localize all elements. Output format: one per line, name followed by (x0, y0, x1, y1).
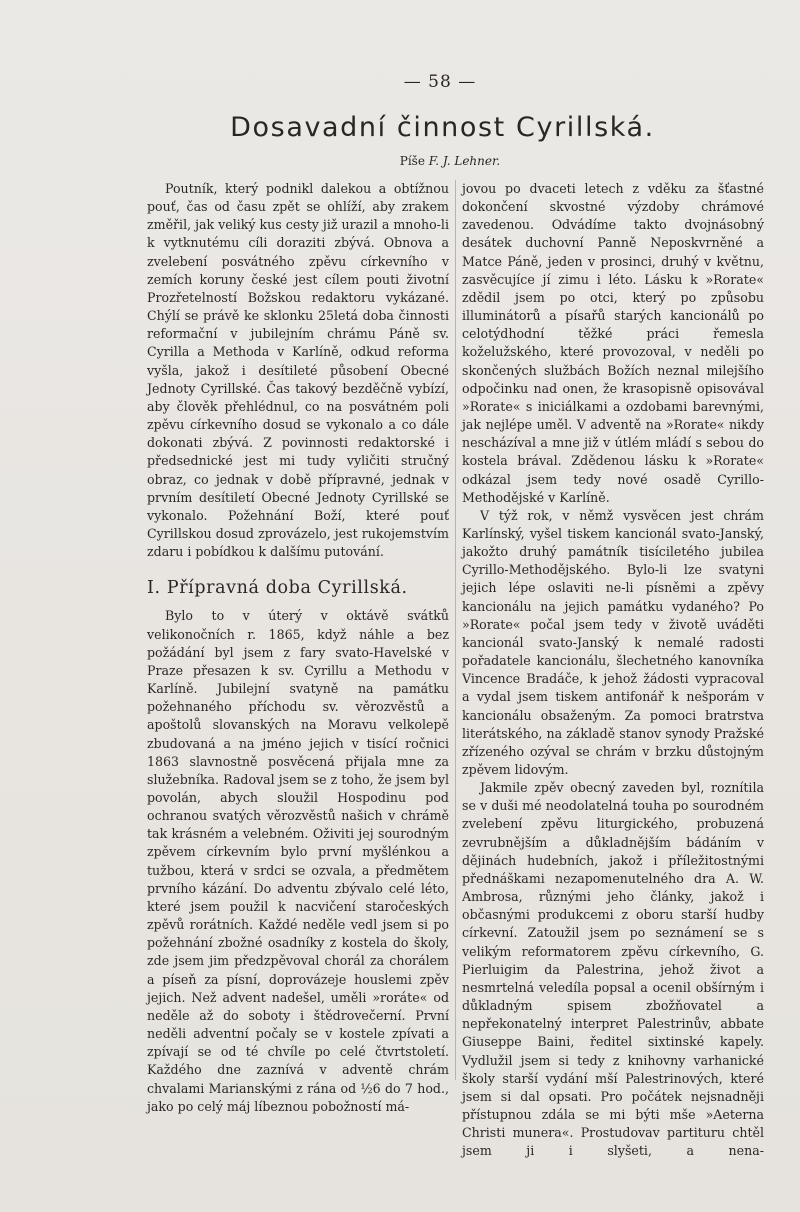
kancional-paragraph: V týž rok, v němž vysvěcen jest chrám Karlínský, vyšel tiskem kancionál svato-Janský, jakožto druhý památník tisíciletého jubilea Cyrillo-Methodějského. Bylo-li lze svatyni jejich lépe oslaviti ne-li písněmi a zpěvy kancionálu na jejich památku vydaného? Po »Rorate« počal jsem tedy v životě uváděti kancionál svato-Janský k nemalé radosti pořadatele kancionálu, šlechetného kanovníka Vincence Bradáče, k jehož žádosti vypracoval a vydal jsem tiskem antifonář k nešporám v kancionálu obsaženým. Za pomoci bratrstva literátského, na základě stanov synody Pražské zřízeného ozýval se chrám v brzku důstojným zpěvem lidovým. (462, 507, 764, 777)
page-number: — 58 — (403, 72, 477, 92)
section-heading: I. Přípravná doba Cyrillská. (147, 578, 408, 599)
continued-paragraph: jovou po dvaceti letech z vděku za šťastné dokončení skvostné výzdoby chrámové zavedenou. Odvádíme takto dvojnásobný desátek duchovní Panně Neposkvrněné a Matce Páně, jeden v prosinci, druhý v květnu, zasvěcujíce jí zimu i léto. Lásku k »Rorate« zdědil jsem po otci, který po způsobu illuminátorů a písařů starých kancionálů po celotýdhodní těžké práci řemesla koželužského, které provozoval, v neděli po skončených službách Božích neznal milejšího odpočinku nad onen, že krasopisně opisovával »Rorate« s iniciálkami a ozdobami barevnými, jak nejlépe uměl. V adventě na »Rorate« nikdy nescházíval a mne již v útlém mládí s sebou do kostela brával. Zdědenou lásku k »Rorate« odkázal jsem tedy nové osadě Cyrillo-Methodějské v Karlíně. (462, 181, 764, 505)
column-divider (455, 180, 456, 1080)
author-name: F. J. Lehner. (428, 154, 501, 168)
left-column (147, 180, 449, 1116)
intro-paragraph: Poutník, který podnikl dalekou a obtížnou pouť, čas od času zpět se ohlíží, aby zrakem změřil, jak veliký kus cesty již urazil a mnoho-li k vytknutému cíli doraziti zbývá. Obnova a zvelebení posvátného zpěvu církevního v zemích koruny české jest cílem pouti životní Prozřetelností Božskou redaktoru vykázané. Chýlí se právě ke sklonku 25letá doba činnosti reformační v jubilejním chrámu Páně sv. Cyrilla a Methoda v Karlíně, odkud reforma vyšla, jakož i desítileté působení Obecné Jednoty Cyrillské. Čas takový bezděčně vybízí, aby člověk přehlédnul, co na posvátném poli zpěvu církevního dosud se vykonalo a co dále dokonati zbývá. Z povinnosti redaktorské i předsednické jest mi tudy vyličiti stručný obraz, co jednak v době přípravné, jednak v prvním desítiletí Obecné Jednoty Cyrillské se vykonalo. Požehnání Boží, které pouť Cyrillskou dosud zprovázelo, jest rukojemstvím zdaru i pobídkou k dalšímu putování. (147, 181, 449, 560)
right-column (462, 180, 764, 1160)
byline-prefix: Píše (399, 154, 429, 168)
article-title: Dosavadní činnost Cyrillská. (230, 112, 655, 143)
palestrina-paragraph: Jakmile zpěv obecný zaveden byl, roznítila se v duši mé neodolatelná touha po sourodném zvelebení zpěvu liturgického, probuzená zevrubnějším a důkladnějším bádáním v dějinách hudebních, jakož i příležitostnými přednáškami nezapomenutelného dra A. W. Ambrosa, různými jeho články, jakož i občasnými produkcemi z oboru starší hudby církevní. Zatoužil jsem po seznámení se s velikým reformatorem zpěvu církevního, G. Pierluigim da Palestrina, jehož život a nesmrtelná veledíla popsal a ocenil obšírným i důkladným spisem zbožňovatel a nepřekonatelný interpret Palestrinův, abbate Giuseppe Baini, ředitel sixtinské kapely. Vydlužil jsem si tedy z knihovny varhanické školy starší vydání mší Palestrinových, které jsem si dal opsati. Pro počátek nejsnadněji přístupnou zdála se mi býti mše »Aeterna Christi munera«. Prostudovav partituru chtěl jsem ji i slyšeti, a nena- (462, 780, 764, 1159)
section-paragraph: Bylo to v úterý v oktávě svátků velikonočních r. 1865, když náhle a bez požádání byl jsem z fary svato-Havelské v Praze přesazen k sv. Cyrillu a Methodu v Karlíně. Jubilejní svatyně na památku požehnaného příchodu sv. věrozvěstů a apoštolů slovanských na Moravu velkolepě zbudovaná a na jméno jejich v tisící ročnici 1863 slavnostně posvěcená přijala mne za služebníka. Radoval jsem se z toho, že jsem byl povolán, abych sloužil Hospodinu pod ochranou svatých věrozvěstů našich v chrámě tak krásném a velebném. Oživiti jej sourodným zpěvem církevním bylo první myšlénkou a tužbou, která v srdci se ozvala, a předmětem prvního kázání. Do adventu zbývalo celé léto, které jsem použil k nacvičení staročeských zpěvů rorátních. Každé neděle vedl jsem si po požehnání zbožné osadníky z kostela do školy, zde jsem jim předzpěvoval chorál za chorálem a píseň za písní, doprovázeje houslemi zpěv jejich. Než advent nadešel, uměli »roráte« od neděle až do soboty i štědrovečerní. První neděli adventní počaly se v kostele zpívati a zpívají se od té chvíle po celé čtvrtstoletí. Každého dne zaznívá v adventě chrám chvalami Marianskými z rána od ½6 do 7 hod., jako po celý máj líbeznou pobožností má- (147, 608, 449, 1114)
byline (0, 154, 800, 168)
